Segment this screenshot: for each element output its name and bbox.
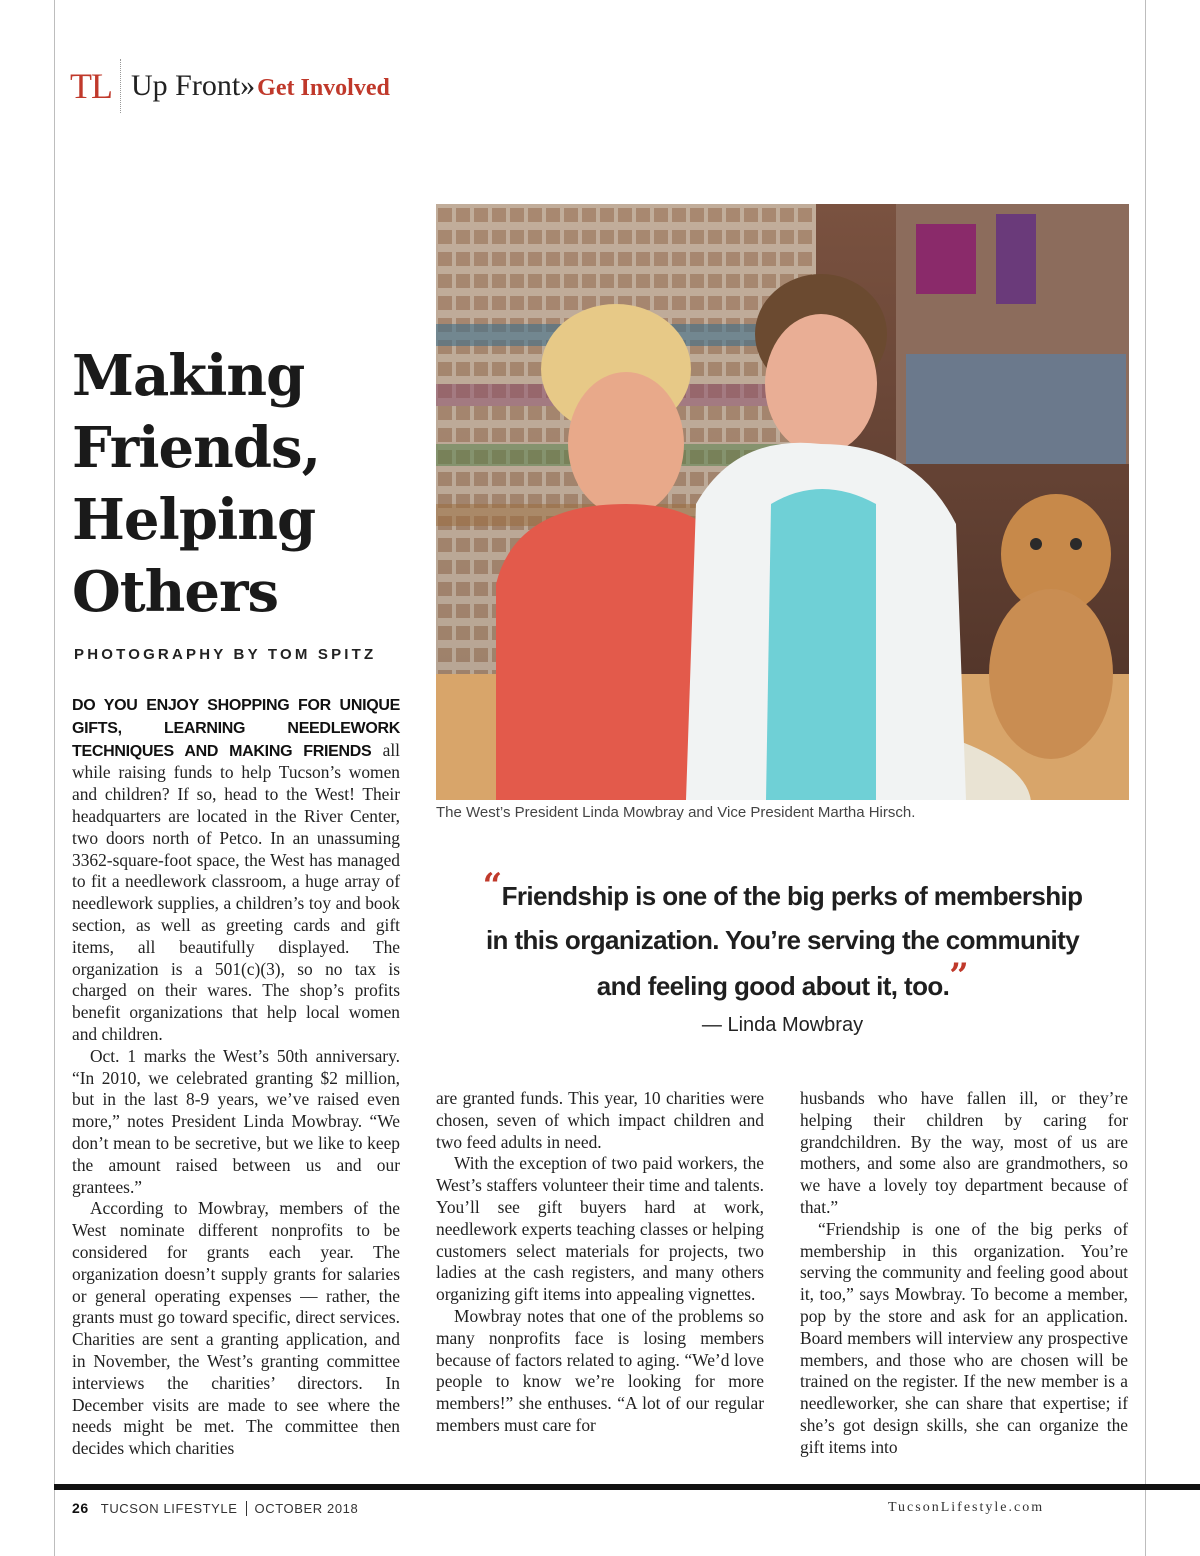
- paragraph: According to Mowbray, members of the West nominate different nonprofits to be considered for grants each year. The organization doesn’t supply grants for salaries or general operating expenses — rather, the grants must go toward specific, direct services. Charities are sent a granting application, and in November, the West’s granting committee interviews the charities’ directors. In December visits are made to see where the needs might be met. The committee then decides which charities: [72, 1198, 400, 1459]
- issue-date: OCTOBER 2018: [254, 1500, 359, 1516]
- lead-in: DO YOU ENJOY SHOPPING FOR UNIQUE GIFTS, LEARNING NEEDLEWORK TECHNIQUES AND MAKING FRIENDS: [72, 697, 400, 760]
- paragraph: With the exception of two paid workers, the West’s staffers volunteer their time and talents. You’ll see gift buyers hard at work, needlework experts teaching classes or helping customers select materials for projects, two ladies at the cash registers, and many others organizing gift items into appealing vignettes.: [436, 1153, 764, 1305]
- pull-quote-line: and feeling good about it, too.: [596, 971, 950, 1001]
- left-margin-rule: [54, 0, 55, 1556]
- article-column-2: [436, 1088, 764, 1437]
- section-header: [70, 58, 390, 114]
- paragraph: Oct. 1 marks the West’s 50th anniversary. “In 2010, we celebrated granting $2 million, but in the last 8-9 years, we’ve raised even more,” notes President Linda Mowbray. “We don’t mean to be secretive, but we like to keep the amount raised between us and our grantees.”: [72, 1045, 400, 1197]
- paragraph: are granted funds. This year, 10 charities were chosen, seven of which impact children and two feed adults in need.: [436, 1088, 764, 1152]
- headline-line: Friends,: [72, 415, 321, 481]
- headline-line: Making: [72, 343, 305, 409]
- page-number: 26: [72, 1500, 89, 1516]
- subsection-label: Get Involved: [257, 74, 390, 101]
- article-column-1: [72, 694, 400, 1460]
- footer-left: [72, 1500, 358, 1516]
- pull-quote-line: in this organization. You’re serving the community: [485, 925, 1080, 955]
- pull-quote: [470, 866, 1095, 1008]
- close-quote-mark: ”: [949, 956, 969, 996]
- footer-separator: [246, 1501, 247, 1516]
- article-headline: [72, 340, 412, 628]
- headline-line: Others: [72, 559, 279, 625]
- article-column-3: [800, 1088, 1128, 1459]
- pull-quote-attribution: — Linda Mowbray: [701, 1014, 864, 1036]
- header-divider: [120, 59, 121, 113]
- open-quote-mark: “: [482, 866, 502, 906]
- paragraph-text: all while raising funds to help Tucson’s women and children? If so, head to the West! Their headquarters are located in the River Center, two doors north of Petco. In an unassuming 3362-square-foot space, the West has managed to fit a needlework classroom, a huge array of needlework supplies, a children’s toy and book section, as well as greeting cards and gift items, all beautifully displayed. The organization is a 501(c)(3), so no tax is charged on their wares. The shop’s profits benefit organizations that help local women and children.: [72, 739, 400, 1044]
- website-url: TucsonLifestyle.com: [888, 1500, 1045, 1515]
- paragraph: [72, 694, 400, 1046]
- right-margin-rule: [1145, 0, 1146, 1556]
- pull-quote-line: Friendship is one of the big perks of membership: [501, 881, 1083, 911]
- section-label: Up Front»: [130, 69, 256, 102]
- footer-rule: [54, 1484, 1200, 1490]
- paragraph: husbands who have fallen ill, or they’re helping their children by caring for grandchildren. By the way, most of us are mothers, and some also are grandmothers, so we have a lovely toy department because of that.”: [800, 1088, 1128, 1217]
- photo-caption: The West’s President Linda Mowbray and Vice President Martha Hirsch.: [436, 804, 916, 821]
- paragraph: “Friendship is one of the big perks of membership in this organization. You’re serving the community and feeling good about it, too,” says Mowbray. To become a member, pop by the store and ask for an application. Board members will interview any prospective members, and those who are chosen will be trained on the register. If the new member is a needleworker, she can share that expertise; if she’s got design skills, she can organize the gift items into: [800, 1218, 1128, 1457]
- article-photo: [436, 204, 1129, 800]
- paragraph: Mowbray notes that one of the problems so many nonprofits face is losing members because of factors related to aging. “We’d love people to know we’re looking for more members!” she enthuses. “A lot of our regular members must care for: [436, 1305, 764, 1435]
- photo-credit: PHOTOGRAPHY BY TOM SPITZ: [74, 646, 377, 663]
- headline-line: Helping: [72, 487, 316, 553]
- magazine-logo: TL: [70, 66, 112, 106]
- magazine-name: TUCSON LIFESTYLE: [100, 1500, 238, 1516]
